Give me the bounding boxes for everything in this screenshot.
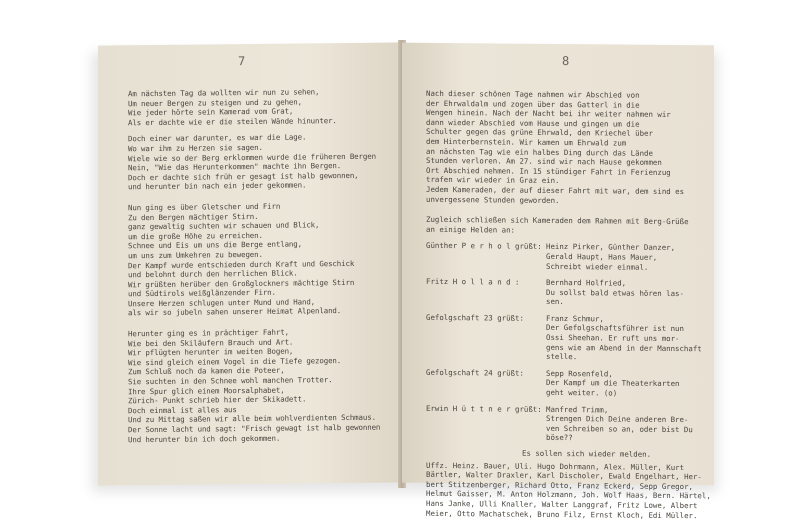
poem-line: Der Sonne lacht und sagt: "Frisch gewagt ist halb gewonnen [128, 422, 381, 435]
report-paragraph [426, 89, 702, 207]
greeting-message [546, 278, 684, 308]
names-list [426, 460, 711, 520]
poem-line: Ihre Spur glich einem Moorsalphabet, [128, 385, 285, 396]
paragraph-line: Jedem Kameraden, der auf dieser Fahrt mit war, dem sind es [426, 184, 685, 197]
greeting-line: Gerald Haupt, Hans Mauer, [546, 251, 658, 262]
greeting-entry [426, 277, 702, 308]
poem-line: Sie suchten in den Schnee wohl manchen Trotter. [128, 375, 333, 387]
poem-line: Herunter ging es in prächtiger Fahrt, [128, 327, 289, 339]
poem-line: Wie sind gleich einem Vogel in die Tiefe gezogen. [128, 355, 342, 368]
greeting-line: Schreibt wieder einmal. [546, 261, 649, 272]
poem-stanza [128, 87, 392, 193]
poem-line: Wie bei den Skiläufern Brauch und Art. [128, 337, 294, 348]
greeting-entry [426, 403, 702, 444]
paragraph-line: dann wieder Abschied vom Hause und gingen um die [426, 117, 640, 129]
poem-line: Nun ging es über Gletscher und Firn [128, 201, 281, 213]
poem-line: Nein, "Wie das Herunterkommen" machte ihn Bergen. [128, 161, 342, 173]
greeting-message [546, 242, 675, 272]
greeting-sender: Erwin H ü t t n e r grüßt: [426, 403, 542, 414]
greeting-line: gens wie am Abend in der Mannschaft [546, 342, 702, 353]
paragraph-line: dem Hinterbernstein. Wir kamen um Ehrwald zum [426, 136, 627, 148]
names-line: bert Stitzenberger, Richard Otto, Franz Eckerd, Sepp Gregor, [426, 479, 693, 491]
names-line: Bärtler, Walter Draxler, Karl Discholer, Ewald Engelhart, Her- [426, 470, 702, 482]
names-line: Helmut Gaisser, M. Anton Holzmann, Joh. Wolf Haas, Bern. Härtel, [426, 489, 711, 501]
poem-line: Als er dachte wie er die steilen Wände hinunter. [128, 115, 337, 128]
paragraph-line: der Ehrwaldalm und zogen über das Gatterl in die [426, 98, 640, 110]
greeting-line: Manfred Trimm, [546, 404, 609, 415]
greeting-line: Der Gefolgschaftsführer ist nun [546, 323, 684, 334]
greetings-list [426, 241, 702, 444]
poem-line: als wir so jubeln sahen unserer Heimat Alpenland. [128, 306, 342, 318]
names-line: Uffz. Heinz. Bauer, Uli. Hugo Dohrmann, Alex. Müller, Kurt [426, 460, 685, 472]
poem-line: Zu den Bergen mächtiger Stirn. [128, 211, 259, 222]
poem-line: Am nächsten Tag da wollten wir nun zu sehen, [128, 87, 320, 99]
closing-line: Es sollen sich wieder melden. [522, 448, 652, 459]
greeting-line: Sepp Rosenfeld, [546, 368, 613, 379]
poem-line: Zum Schluß noch da kamen die Poteer, [128, 366, 285, 377]
paragraph-line: Zugleich schließen sich Kameraden dem Rahmen mit Berg-Grüße [426, 214, 689, 227]
paragraph-line: Stunden verloren. Am 27. sind wir nach Hause gekommen [426, 156, 662, 168]
poem-line: Zürich- Punkt schrieb hier der Skikadett. [128, 394, 307, 406]
poem-line: Wie jeder hörte sein Kamerad vom Grat, [128, 106, 294, 118]
poem-line: und Südtirols weißglänzender Firn. [128, 288, 276, 299]
greeting-line: Der Kampf um die Theaterkarten [546, 378, 680, 389]
poem-line: Doch er dachte sich früh er gesagt ist halb gewonnen, [128, 170, 359, 183]
greeting-message [546, 369, 680, 399]
greeting-message [546, 405, 693, 445]
poem-line: Wiele wie so der Berg erklommen wurde die früheren Bergen [128, 151, 376, 163]
greeting-line: Franz Schmur, [546, 313, 604, 324]
poem-line: um uns zum Umkehren zu bewegen. [128, 249, 263, 261]
poem-line: Unsere Herzen schlugen unter Mund und Hand, [128, 297, 316, 309]
paragraph-line: an einige Helden an: [426, 224, 515, 235]
paragraph-line: unvergessene Stunden geworden. [426, 194, 560, 205]
greeting-line: Bernhard Holfried, [546, 277, 627, 288]
greeting-sender: Gefolgschaft 24 grüßt: [426, 367, 524, 378]
names-line: Meier, Otto Machatschek, Bruno Filz, Ernst Kloch, Edi Müller. [426, 508, 698, 520]
poem-stanza [128, 200, 392, 318]
paragraph-line: Ort Abschied nehmen. In 15 stündiger Fahrt in Ferienzug [426, 165, 671, 177]
poem-line: und herunter bin nach ein jeder gekommen. [128, 180, 307, 192]
poem-line: Um neuer Bergen zu steigen und zu gehen, [128, 97, 302, 108]
greeting-line: Du sollst bald etwas hören las- [546, 287, 684, 298]
greeting-entry [426, 313, 702, 363]
page-number: 7 [238, 54, 246, 69]
greeting-line: geht weiter. (o) [546, 387, 618, 398]
paragraph-line: Nach dieser schönen Tage nahmen wir Abschied von [426, 88, 640, 100]
paragraph-line: an nächsten Tag wie ein halbes Ding durch das Lände [426, 146, 653, 158]
poem-line: ganz gewaltig suchten wir schauen und Blick, [128, 220, 320, 232]
greeting-line: böse?? [546, 433, 573, 443]
left-page [98, 42, 402, 485]
greeting-message [546, 314, 702, 363]
paragraph-line: trafen wir wieder in Graz ein. [426, 175, 560, 186]
poem-line: Doch einmal ist alles aus [128, 404, 237, 416]
page-number: 8 [562, 54, 570, 69]
greeting-line: stelle. [546, 352, 578, 362]
poem-line: und belohnt durch den herrlichen Blick. [128, 268, 298, 280]
greeting-line: sen. [546, 297, 564, 307]
names-line: Hans Janke, Ulli Knaller, Walter Langgraf, Fritz Lowe, Albert [426, 498, 698, 511]
poem-line: Wir grüßten herüber den Großglockners mächtige Stirn [128, 277, 355, 289]
poem-line: Wo war ihm zu Herzen sie sagen. [128, 142, 263, 154]
greeting-entry [426, 368, 702, 399]
poem-stanza [128, 327, 392, 445]
greeting-line: Strengen Dich Deine anderen Bre- [546, 414, 689, 425]
poem-line: Doch einer war darunter, es war die Lage. [128, 132, 307, 144]
greeting-line: Heinz Pirker, Günther Danzer, [546, 242, 676, 253]
greeting-line: ven Schreiben so an, oder bist Du [546, 423, 693, 434]
greeting-sender: Günther P e r h o l grüßt: [426, 241, 542, 252]
greeting-line: Ossi Sheehan. Er ruft uns mor- [546, 332, 680, 344]
right-page [402, 43, 714, 520]
paragraph-line: Wengen hinein. Nach der Nacht bei ihr weiter nahmen wir [426, 108, 671, 120]
poem-line: Und zu Mittag saßen wir alle beim wohlverdienten Schmaus. [128, 413, 376, 425]
greeting-entry [426, 241, 702, 272]
poem-line: Der Kampf wurde entschieden durch Kraft und Geschick [128, 258, 355, 270]
greeting-sender: Fritz H o l l a n d : [426, 276, 520, 287]
poem-line: Wir pflügten herunter im weiten Bogen, [128, 346, 294, 358]
poem-line: Schnee und Eis um uns die Berge entlang, [128, 239, 302, 251]
greetings-intro [426, 215, 702, 237]
poem-line: um die große Höhe zu erreichen. [128, 230, 263, 241]
poem-line: Und herunter bin ich doch gekommen. [128, 433, 281, 444]
paragraph-line: Schulter gegen das grüne Ehrwald, den Kriechel über [426, 127, 653, 139]
greeting-sender: Gefolgschaft 23 grüßt: [426, 312, 524, 323]
poem [128, 87, 392, 445]
